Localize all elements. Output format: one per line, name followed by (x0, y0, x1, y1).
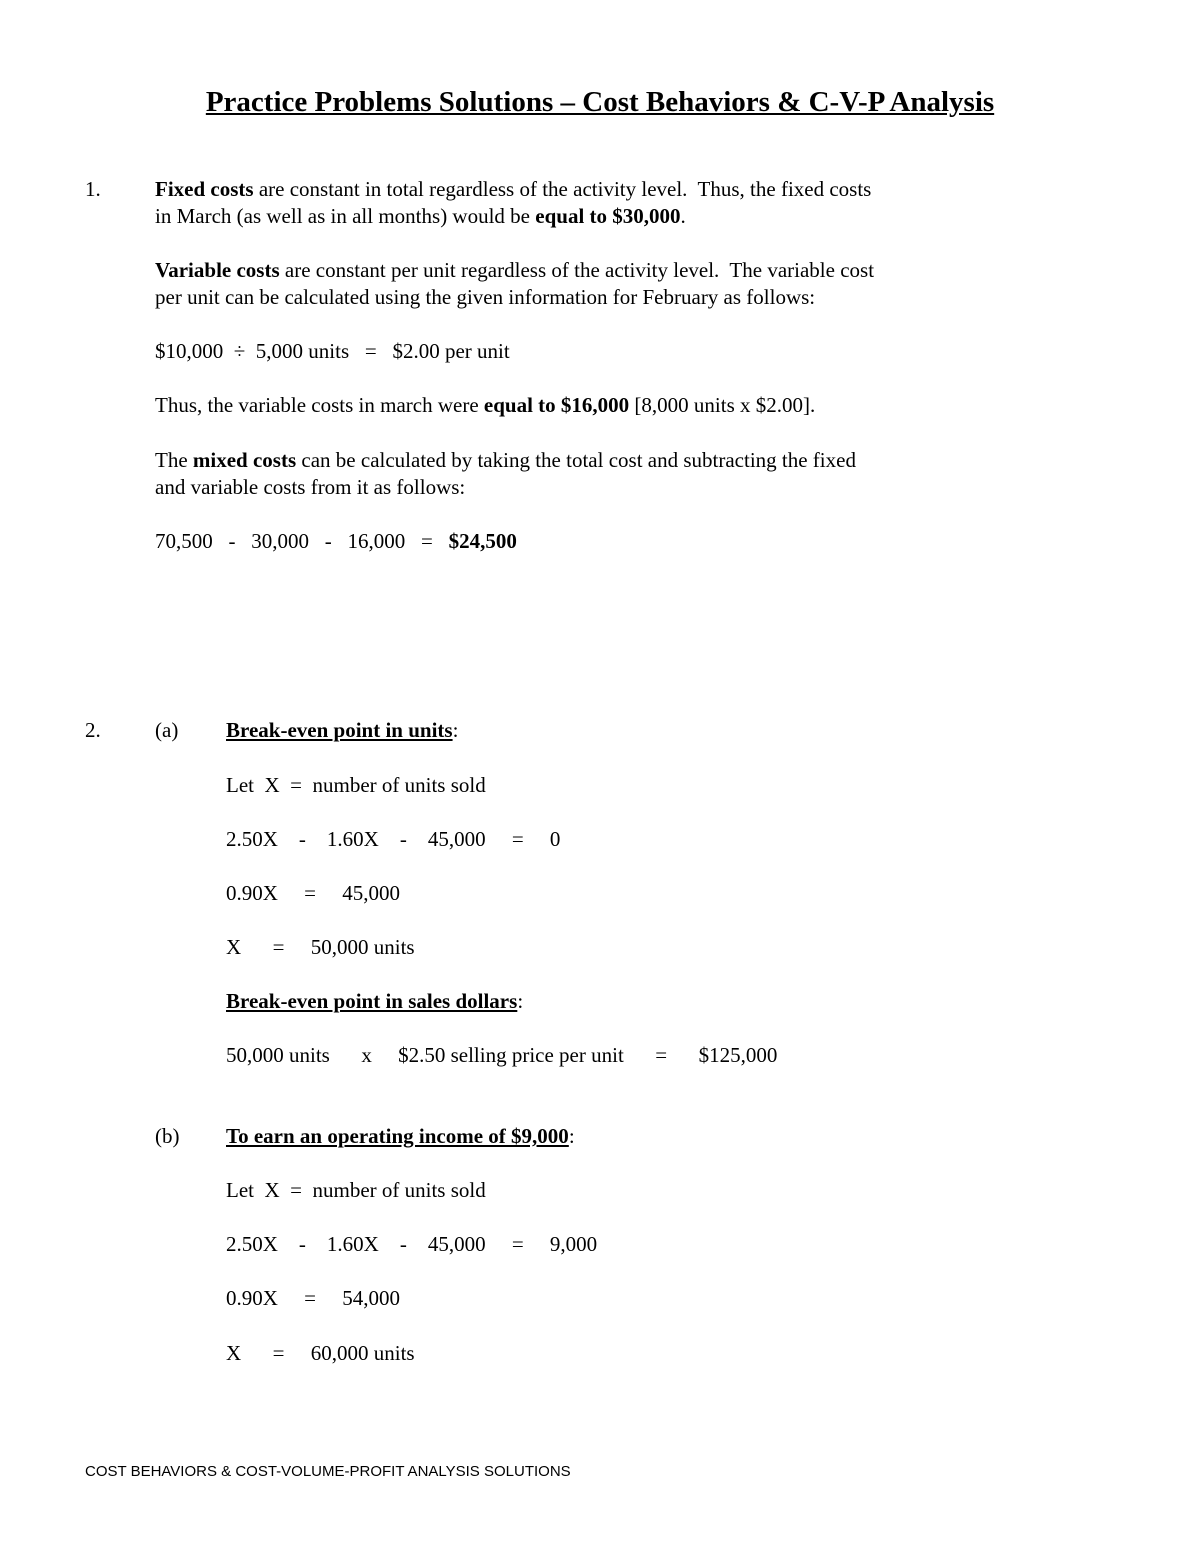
part-b-equation-3: X = 60,000 units (226, 1341, 415, 1365)
mixed-text-a: The (155, 448, 193, 472)
q1-variable-costs-march (155, 393, 815, 418)
part-a-sales-calc: 50,000 units x $2.50 selling price per unit = $125,000 (226, 1043, 778, 1067)
fixed-costs-term: Fixed costs (155, 177, 254, 201)
q1-mixed-costs-line1 (155, 448, 856, 473)
fixed-costs-text-2: in March (as well as in all months) would be (155, 204, 536, 228)
colon: : (568, 1124, 575, 1148)
period: . (680, 204, 686, 228)
mixed-calc-text: 70,500 - 30,000 - 16,000 = (155, 529, 449, 553)
fixed-costs-text: are constant in total regardless of the activity level. Thus, the fixed costs (253, 177, 872, 201)
q1-variable-costs-line2: per unit can be calculated using the given information for February as follows: (155, 285, 816, 309)
question-2-number: 2. (85, 718, 101, 742)
q1-variable-costs-line1 (155, 258, 874, 283)
part-b-equation-1: 2.50X - 1.60X - 45,000 = 9,000 (226, 1232, 598, 1256)
part-b-equation-2: 0.90X = 54,000 (226, 1286, 401, 1310)
page-title: Practice Problems Solutions – Cost Behaviors & C-V-P Analysis (205, 86, 995, 118)
colon: : (517, 989, 524, 1013)
part-a-equation-1: 2.50X - 1.60X - 45,000 = 0 (226, 827, 561, 851)
part-a-heading-2 (226, 989, 523, 1014)
q1-fixed-costs-line2 (155, 204, 686, 229)
q1-mixed-costs-calc (155, 529, 517, 554)
q1-mixed-costs-line2: and variable costs from it as follows: (155, 475, 466, 499)
part-a-heading (226, 718, 458, 743)
colon: : (452, 718, 459, 742)
part-a-label: (a) (155, 718, 179, 742)
part-b-label: (b) (155, 1124, 180, 1148)
part-b-let: Let X = number of units sold (226, 1178, 486, 1202)
fixed-costs-answer: equal to $30,000 (535, 204, 681, 228)
mixed-costs-term: mixed costs (192, 448, 297, 472)
variable-march-text: Thus, the variable costs in march were (155, 393, 484, 417)
mixed-text-b: can be calculated by taking the total cost and subtracting the fixed (296, 448, 856, 472)
part-a-let: Let X = number of units sold (226, 773, 486, 797)
part-a-equation-2: 0.90X = 45,000 (226, 881, 401, 905)
q1-fixed-costs-line1 (155, 177, 871, 202)
operating-income-heading: To earn an operating income of $9,000 (226, 1124, 569, 1148)
part-b-heading (226, 1124, 575, 1149)
mixed-costs-answer: $24,500 (448, 529, 517, 553)
variable-costs-term: Variable costs (155, 258, 280, 282)
question-1-number: 1. (85, 177, 101, 201)
variable-costs-text: are constant per unit regardless of the activity level. The variable cost (279, 258, 875, 282)
variable-costs-answer: equal to $16,000 (483, 393, 630, 417)
part-a-equation-3: X = 50,000 units (226, 935, 415, 959)
break-even-sales-heading: Break-even point in sales dollars (226, 989, 518, 1013)
page-footer: COST BEHAVIORS & COST-VOLUME-PROFIT ANALYSIS SOLUTIONS (85, 1463, 571, 1480)
variable-march-detail: [8,000 units x $2.00]. (629, 393, 816, 417)
break-even-units-heading: Break-even point in units (226, 718, 453, 742)
q1-variable-rate-calc: $10,000 ÷ 5,000 units = $2.00 per unit (155, 339, 510, 363)
